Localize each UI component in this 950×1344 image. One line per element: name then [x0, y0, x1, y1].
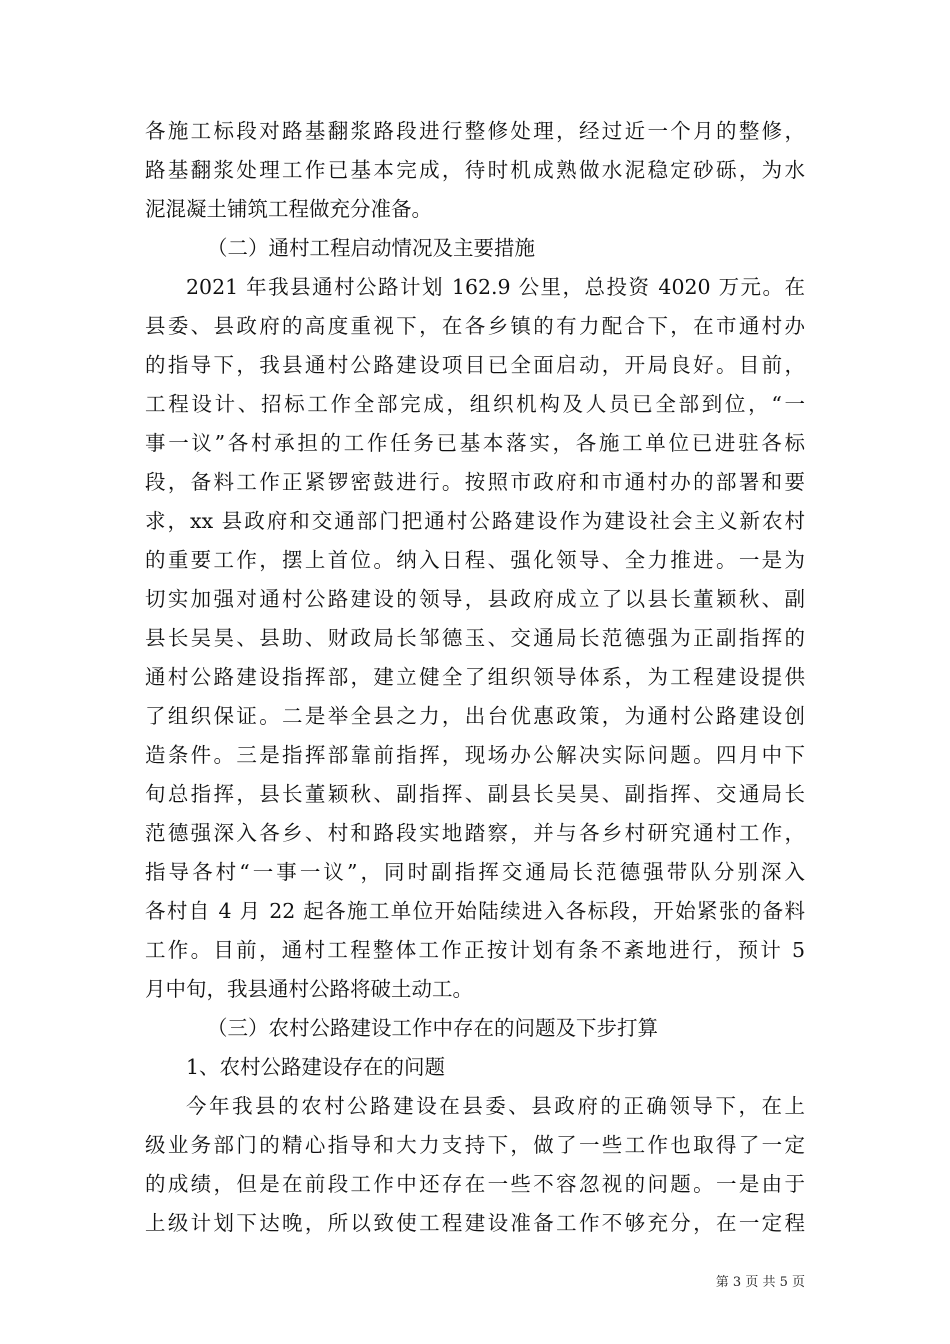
text-line: 工程设计、招标工作全部完成，组织机构及人员已全部到位，“一: [145, 392, 805, 416]
text-line: 通村公路建设指挥部，建立健全了组织领导体系，为工程建设提供: [145, 665, 805, 689]
text-line: 指导各村“一事一议”，同时副指挥交通局长范德强带队分别深入: [145, 860, 805, 884]
body-text: [145, 112, 805, 1243]
text-line: 了组织保证。二是举全县之力，出台优惠政策，为通村公路建设创: [145, 704, 805, 728]
text-line: 造条件。三是指挥部靠前指挥，现场办公解决实际问题。四月中下: [145, 743, 805, 767]
text-line: 县委、县政府的高度重视下，在各乡镇的有力配合下，在市通村办: [145, 314, 805, 338]
text-line: 工作。目前，通村工程整体工作正按计划有条不紊地进行，预计 5: [145, 938, 805, 962]
text-line: 求，xx 县政府和交通部门把通村公路建设作为建设社会主义新农村: [145, 509, 805, 533]
text-line: 的指导下，我县通村公路建设项目已全面启动，开局良好。目前，: [145, 353, 805, 377]
text-line: 泥混凝土铺筑工程做充分准备。: [145, 197, 432, 221]
text-line: 级业务部门的精心指导和大力支持下，做了一些工作也取得了一定: [145, 1133, 805, 1157]
text-line: 路基翻浆处理工作已基本完成，待时机成熟做水泥稳定砂砾，为水: [145, 158, 805, 182]
text-line: 今年我县的农村公路建设在县委、县政府的正确领导下，在上: [186, 1094, 805, 1118]
text-line: 事一议”各村承担的工作任务已基本落实，各施工单位已进驻各标: [145, 431, 805, 455]
text-line: 范德强深入各乡、村和路段实地踏察，并与各乡村研究通村工作，: [145, 821, 805, 845]
text-line: 的重要工作，摆上首位。纳入日程、强化领导、全力推进。一是为: [145, 548, 805, 572]
section-heading: （二）通村工程启动情况及主要措施: [207, 236, 535, 260]
subsection-heading: 1、农村公路建设存在的问题: [186, 1055, 446, 1079]
text-line: 月中旬，我县通村公路将破土动工。: [145, 977, 473, 1001]
text-line: 县长吴昊、县助、财政局长邹德玉、交通局长范德强为正副指挥的: [145, 626, 805, 650]
text-line: 段，备料工作正紧锣密鼓进行。按照市政府和市通村办的部署和要: [145, 470, 805, 494]
section-heading: （三）农村公路建设工作中存在的问题及下步打算: [207, 1016, 658, 1040]
text-line: 切实加强对通村公路建设的领导，县政府成立了以县长董颖秋、副: [145, 587, 805, 611]
text-line: 各村自 4 月 22 起各施工单位开始陆续进入各标段，开始紧张的备料: [145, 899, 805, 923]
text-line: 的成绩，但是在前段工作中还存在一些不容忽视的问题。一是由于: [145, 1172, 805, 1196]
page-number: 第 3 页 共 5 页: [715, 1275, 805, 1290]
text-line: 旬总指挥，县长董颖秋、副指挥、副县长吴昊、副指挥、交通局长: [145, 782, 805, 806]
text-line: 2021 年我县通村公路计划 162.9 公里，总投资 4020 万元。在: [186, 275, 805, 299]
text-line: 上级计划下达晚，所以致使工程建设准备工作不够充分，在一定程: [145, 1211, 805, 1235]
text-line: 各施工标段对路基翻浆路段进行整修处理，经过近一个月的整修，: [145, 119, 805, 143]
